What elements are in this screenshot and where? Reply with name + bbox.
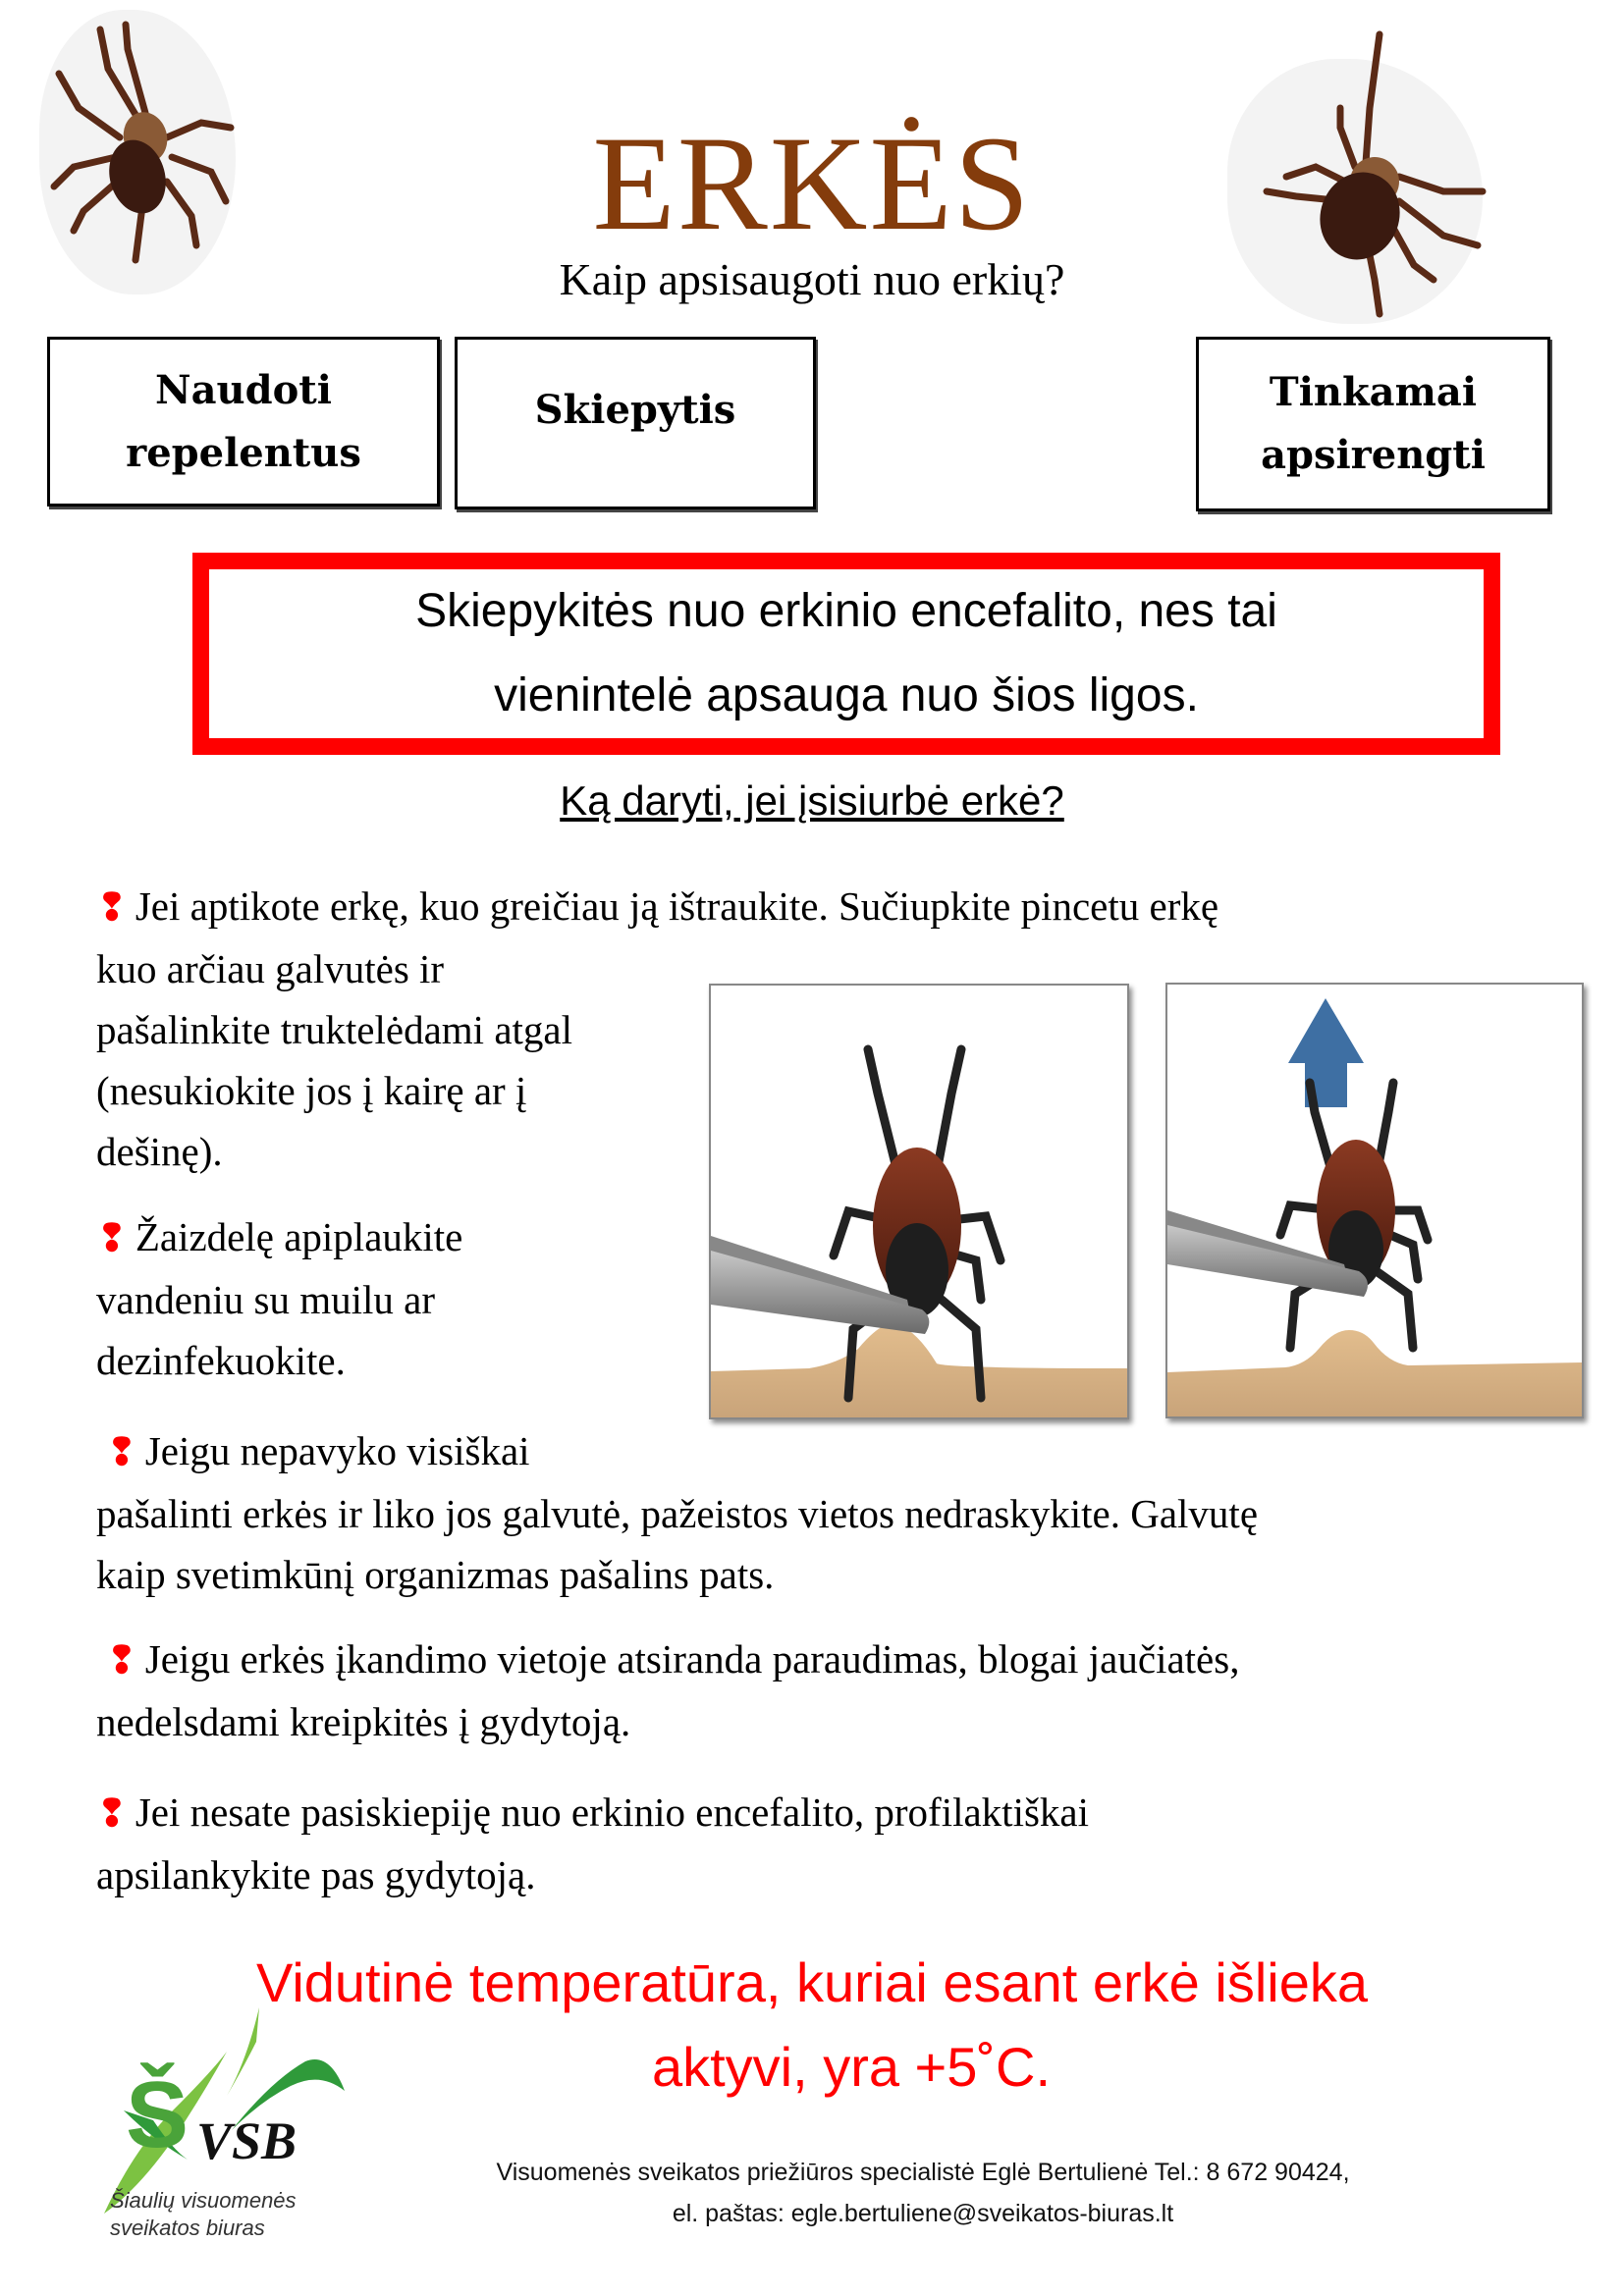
instruction-text: vandeniu su muilu ar xyxy=(96,1277,436,1322)
exclamation-icon: ❢ xyxy=(96,887,128,929)
exclamation-icon: ❢ xyxy=(96,1218,128,1259)
instruction-text: Jei aptikote erkę, kuo greičiau ją ištraukite. Sučiupkite pincetu erkę xyxy=(135,883,1219,929)
contact-email[interactable]: el. paštas: egle.bertuliene@sveikatos-biuras.lt xyxy=(672,2200,1174,2227)
temperature-note-line2: aktyvi, yra +5˚C. xyxy=(651,2036,1052,2098)
tip-box-vaccinate xyxy=(455,337,816,509)
instruction-item xyxy=(96,1420,1589,1605)
instruction-item xyxy=(96,1629,1589,1752)
page-subtitle: Kaip apsisaugoti nuo erkių? xyxy=(559,254,1065,304)
section-heading: Ką daryti, jei įsisiurbė erkė? xyxy=(560,777,1064,824)
instruction-text: pašalinti erkės ir liko jos galvutė, pažeistos vietos nedraskykite. Galvutę xyxy=(96,1491,1259,1536)
logo-letter-s: Š xyxy=(126,2062,189,2167)
arrow-up-icon xyxy=(1288,998,1364,1107)
illustration-pull-tick xyxy=(1165,983,1584,1418)
notice-line: vienintelė apsauga nuo šios ligos. xyxy=(494,669,1199,721)
tip-line: Naudoti xyxy=(155,366,332,413)
instruction-text: kaip svetimkūnį organizmas pašalins pats. xyxy=(96,1552,775,1597)
instruction-text: dezinfekuokite. xyxy=(96,1338,346,1383)
instruction-text: dešinę). xyxy=(96,1129,223,1174)
tip-line: Skiepytis xyxy=(534,387,736,433)
instruction-text: (nesukiokite jos į kairę ar į xyxy=(96,1068,527,1113)
tip-line: apsirengti xyxy=(1261,432,1486,478)
instruction-text: Jei nesate pasiskiepiję nuo erkinio encefalito, profilaktiškai xyxy=(135,1789,1090,1835)
tweezers-pull-icon xyxy=(1167,985,1582,1416)
tweezers-tick-icon xyxy=(711,986,1127,1417)
instruction-text: apsilankykite pas gydytoją. xyxy=(96,1852,536,1897)
instruction-text: kuo arčiau galvutės ir xyxy=(96,946,445,991)
instruction-text: Žaizdelę apiplaukite xyxy=(135,1214,463,1259)
page-title: ERKĖS xyxy=(592,108,1032,258)
logo-org-line1: Šiaulių visuomenės xyxy=(110,2188,297,2213)
logo-abbreviation: VSB xyxy=(196,2111,298,2170)
illustration-grab-tick xyxy=(709,984,1129,1419)
vaccination-notice xyxy=(192,553,1500,755)
instruction-text: Jeigu nepavyko visiškai xyxy=(144,1428,530,1473)
instruction-item xyxy=(96,1782,1589,1905)
instruction-text: pašalinkite truktelėdami atgal xyxy=(96,1007,572,1052)
instruction-item xyxy=(96,1206,705,1391)
exclamation-icon: ❢ xyxy=(106,1640,137,1682)
exclamation-icon: ❢ xyxy=(96,1793,128,1835)
contact-info xyxy=(393,2152,1453,2234)
contact-line: Visuomenės sveikatos priežiūros specialistė Eglė Bertulienė Tel.: 8 672 90424, xyxy=(496,2159,1350,2186)
temperature-note-line1: Vidutinė temperatūra, kuriai esant erkė išlieka xyxy=(255,1951,1368,2013)
instruction-text: nedelsdami kreipkitės į gydytoją. xyxy=(96,1699,631,1744)
tip-box-repellents xyxy=(47,337,440,507)
tip-box-dress-properly xyxy=(1196,337,1550,511)
exclamation-icon: ❢ xyxy=(106,1432,137,1473)
tip-line: Tinkamai xyxy=(1269,369,1478,415)
notice-line: Skiepykitės nuo erkinio encefalito, nes tai xyxy=(415,585,1277,637)
tip-line: repelentus xyxy=(126,429,361,476)
logo-org-line2: sveikatos biuras xyxy=(110,2216,265,2240)
instruction-text: Jeigu erkės įkandimo vietoje atsiranda paraudimas, blogai jaučiatės, xyxy=(144,1636,1240,1682)
